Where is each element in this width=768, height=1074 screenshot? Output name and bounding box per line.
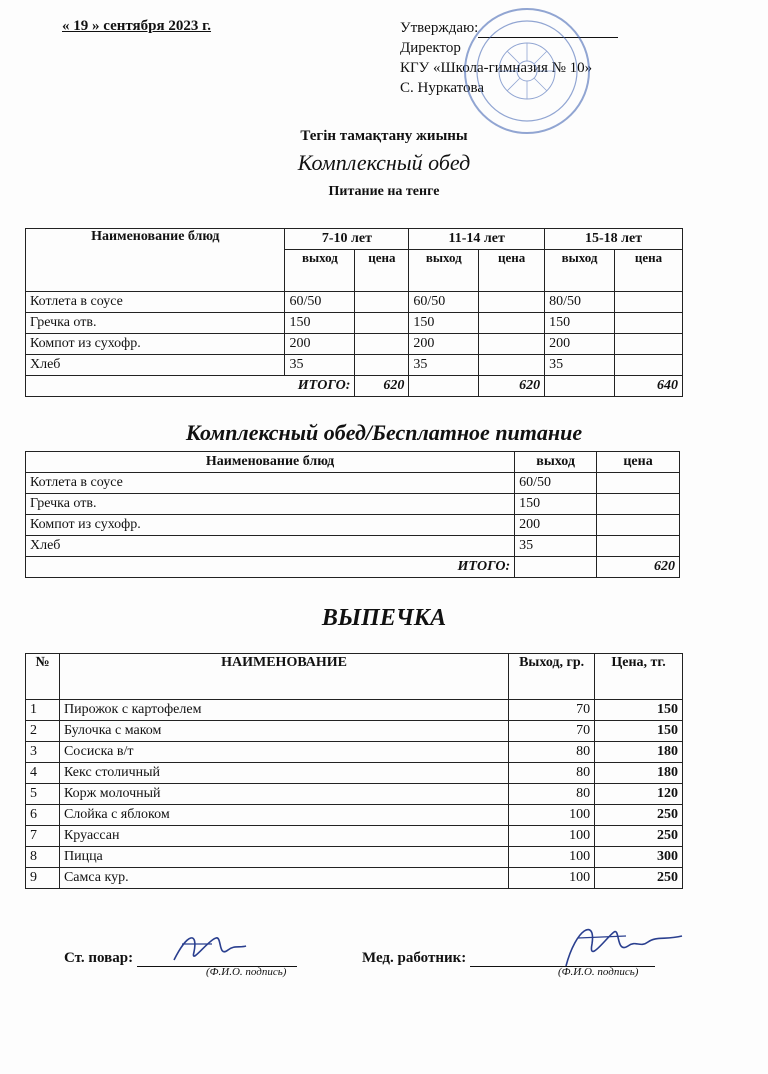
- dish-price: [355, 334, 409, 355]
- table-row: [26, 805, 683, 826]
- dish-price: [479, 334, 545, 355]
- col-dish-name: Наименование блюд: [26, 452, 515, 473]
- dish-out: 150: [409, 313, 479, 334]
- dish-name: Котлета в соусе: [26, 473, 515, 494]
- item-price: 150: [595, 721, 683, 742]
- dish-out: 200: [545, 334, 615, 355]
- col-out: выход: [409, 250, 479, 292]
- approve-title: Утверждаю:: [400, 20, 479, 36]
- item-out: 100: [509, 847, 595, 868]
- medic-note: (Ф.И.О. подпись): [558, 966, 639, 978]
- item-out: 100: [509, 805, 595, 826]
- col-out: выход: [285, 250, 355, 292]
- dish-price: [597, 515, 680, 536]
- item-number: 3: [26, 742, 60, 763]
- total-11-14: 620: [479, 376, 545, 397]
- dish-price: [355, 292, 409, 313]
- item-price: 180: [595, 763, 683, 784]
- dish-price: [615, 313, 683, 334]
- dish-out: 35: [409, 355, 479, 376]
- item-number: 5: [26, 784, 60, 805]
- table-row: [26, 355, 683, 376]
- item-name: Самса кур.: [59, 868, 508, 889]
- item-name: Сосиска в/т: [59, 742, 508, 763]
- medic-signature: [556, 918, 686, 973]
- dish-price: [355, 313, 409, 334]
- dish-out: 35: [285, 355, 355, 376]
- col-number: №: [26, 654, 60, 700]
- item-name: Булочка с маком: [59, 721, 508, 742]
- budget-line: Питание на тенге: [328, 184, 440, 199]
- total-value: 620: [597, 557, 680, 578]
- item-number: 9: [26, 868, 60, 889]
- dish-price: [597, 473, 680, 494]
- item-name: Пирожок с картофелем: [59, 700, 508, 721]
- dish-out: 60/50: [285, 292, 355, 313]
- table-row: [26, 292, 683, 313]
- item-out: 80: [509, 763, 595, 784]
- approve-name: С. Нуркатова: [400, 80, 485, 96]
- table-row: [26, 763, 683, 784]
- item-name: Слойка с яблоком: [59, 805, 508, 826]
- total-label: ИТОГО:: [26, 376, 355, 397]
- kazakh-title: Тегін тамақтану жиыны: [300, 128, 468, 144]
- item-name: Круассан: [59, 826, 508, 847]
- cook-signature: [168, 930, 248, 970]
- dish-out: 35: [515, 536, 597, 557]
- table-row: [26, 721, 683, 742]
- age-group-11-14: 11-14 лет: [409, 229, 545, 250]
- item-price: 250: [595, 868, 683, 889]
- dish-price: [597, 536, 680, 557]
- free-lunch-table: [25, 451, 680, 578]
- approve-position: Директор: [400, 40, 461, 56]
- item-out: 80: [509, 784, 595, 805]
- dish-price: [597, 494, 680, 515]
- col-item-name: НАИМЕНОВАНИЕ: [59, 654, 508, 700]
- item-name: Пицца: [59, 847, 508, 868]
- dish-out: 200: [409, 334, 479, 355]
- item-name: Кекс столичный: [59, 763, 508, 784]
- document-date: « 19 » сентября 2023 г.: [62, 18, 212, 34]
- col-price: цена: [355, 250, 409, 292]
- item-out: 100: [509, 826, 595, 847]
- table-row: [26, 334, 683, 355]
- official-stamp: [462, 6, 592, 136]
- col-price: Цена, тг.: [595, 654, 683, 700]
- col-dish-name: Наименование блюд: [26, 229, 285, 292]
- col-price: цена: [615, 250, 683, 292]
- dish-out: 60/50: [409, 292, 479, 313]
- item-out: 70: [509, 721, 595, 742]
- dish-out: 60/50: [515, 473, 597, 494]
- table-row: [26, 494, 680, 515]
- item-price: 120: [595, 784, 683, 805]
- col-price: цена: [597, 452, 680, 473]
- table-row: [26, 700, 683, 721]
- dish-name: Хлеб: [26, 536, 515, 557]
- item-number: 6: [26, 805, 60, 826]
- dish-price: [479, 313, 545, 334]
- cook-label: Ст. повар:: [64, 950, 134, 966]
- item-price: 180: [595, 742, 683, 763]
- item-number: 2: [26, 721, 60, 742]
- table-row: [26, 473, 680, 494]
- item-out: 70: [509, 700, 595, 721]
- complex-lunch-table: [25, 228, 683, 397]
- table-row: [26, 784, 683, 805]
- dish-name: Гречка отв.: [26, 313, 285, 334]
- item-price: 300: [595, 847, 683, 868]
- dish-out: 150: [285, 313, 355, 334]
- dish-out: 35: [545, 355, 615, 376]
- table-row: [26, 313, 683, 334]
- item-number: 7: [26, 826, 60, 847]
- bakery-title: ВЫПЕЧКА: [321, 605, 447, 631]
- dish-out: 200: [515, 515, 597, 536]
- dish-out: 200: [285, 334, 355, 355]
- age-group-15-18: 15-18 лет: [545, 229, 683, 250]
- item-price: 250: [595, 805, 683, 826]
- dish-price: [479, 292, 545, 313]
- total-15-18: 640: [615, 376, 683, 397]
- col-price: цена: [479, 250, 545, 292]
- dish-out: 80/50: [545, 292, 615, 313]
- dish-out: 150: [545, 313, 615, 334]
- dish-price: [355, 355, 409, 376]
- free-lunch-title: Комплексный обед/Бесплатное питание: [185, 420, 583, 445]
- dish-out: 150: [515, 494, 597, 515]
- dish-price: [615, 355, 683, 376]
- bakery-table: [25, 653, 683, 889]
- item-price: 150: [595, 700, 683, 721]
- item-out: 80: [509, 742, 595, 763]
- item-name: Корж молочный: [59, 784, 508, 805]
- dish-name: Компот из сухофр.: [26, 515, 515, 536]
- lunch-title: Комплексный обед: [297, 150, 471, 175]
- age-group-7-10: 7-10 лет: [285, 229, 409, 250]
- table-row: [26, 742, 683, 763]
- dish-name: Котлета в соусе: [26, 292, 285, 313]
- table-row: [26, 536, 680, 557]
- item-number: 8: [26, 847, 60, 868]
- dish-price: [615, 334, 683, 355]
- approve-org: КГУ «Школа-гимназия № 10»: [400, 60, 593, 76]
- dish-price: [479, 355, 545, 376]
- table-row: [26, 826, 683, 847]
- total-label: ИТОГО:: [26, 557, 515, 578]
- medic-label: Мед. работник:: [362, 950, 467, 966]
- table-row: [26, 868, 683, 889]
- col-out: Выход, гр.: [509, 654, 595, 700]
- col-out: выход: [515, 452, 597, 473]
- dish-name: Хлеб: [26, 355, 285, 376]
- table-row: [26, 847, 683, 868]
- col-out: выход: [545, 250, 615, 292]
- item-number: 4: [26, 763, 60, 784]
- cook-note: (Ф.И.О. подпись): [206, 966, 287, 978]
- dish-price: [615, 292, 683, 313]
- item-out: 100: [509, 868, 595, 889]
- item-number: 1: [26, 700, 60, 721]
- dish-name: Гречка отв.: [26, 494, 515, 515]
- dish-name: Компот из сухофр.: [26, 334, 285, 355]
- table-row: [26, 515, 680, 536]
- total-7-10: 620: [355, 376, 409, 397]
- item-price: 250: [595, 826, 683, 847]
